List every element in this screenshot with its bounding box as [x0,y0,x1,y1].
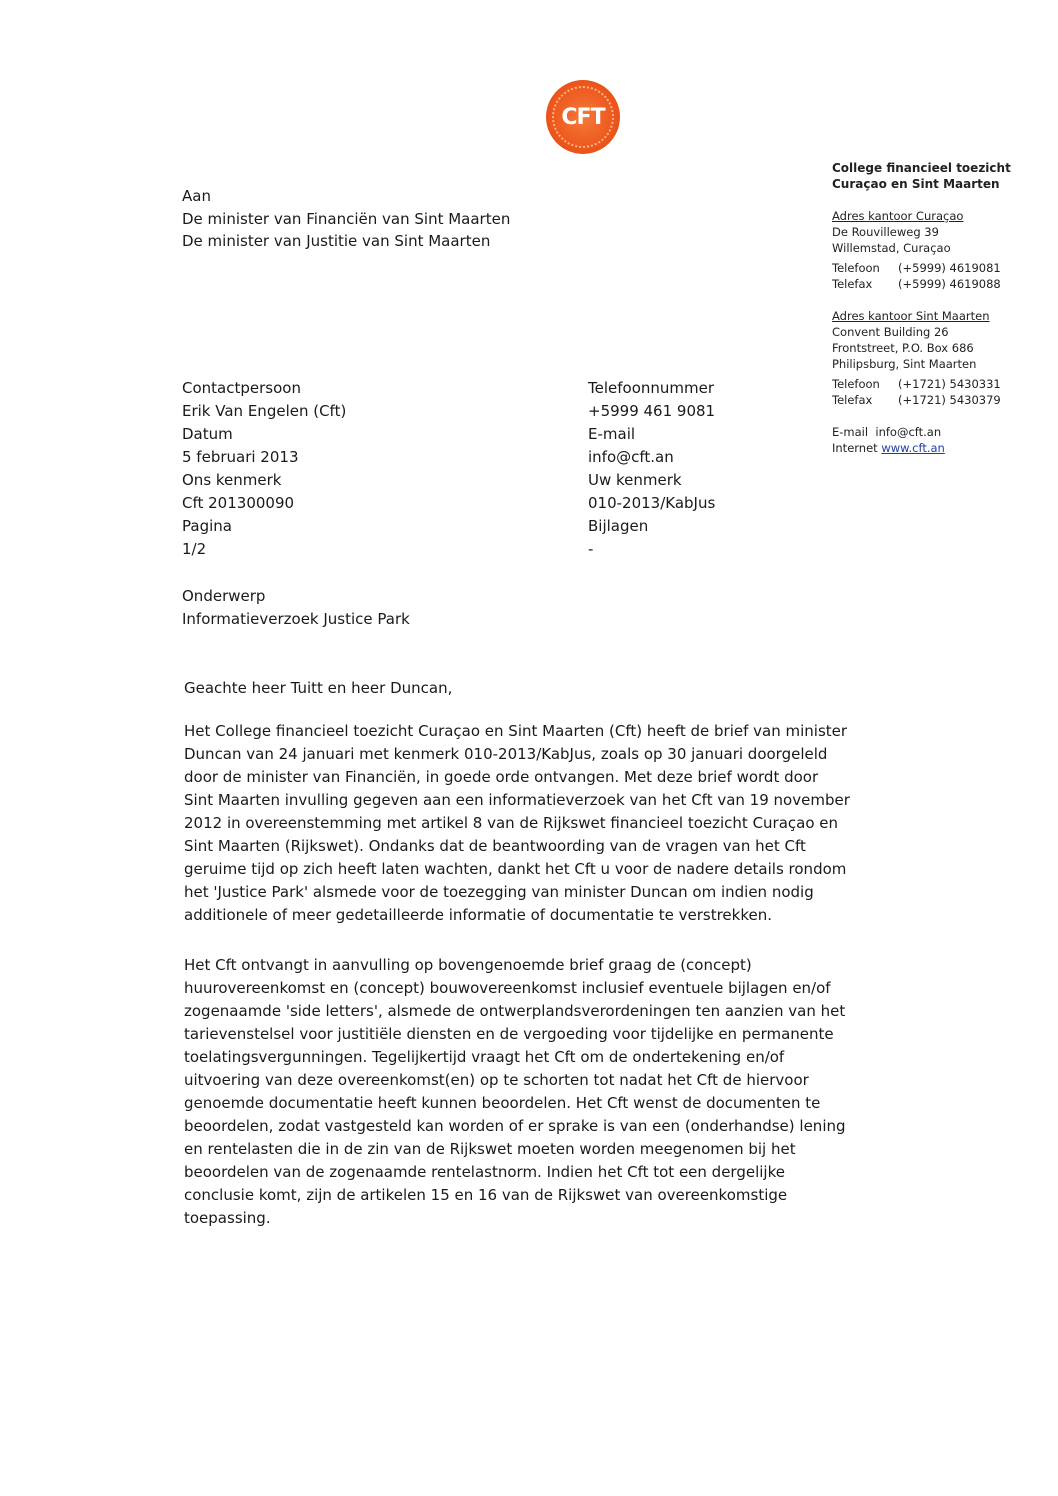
logo-text: CFT [561,104,605,130]
office-curacao-line1: De Rouvilleweg 39 [832,225,939,239]
paragraph-line: huurovereenkomst en (concept) bouwovereenkomst inclusief eventuele bijlagen en/of [184,979,831,997]
internet-label: Internet [832,441,878,455]
paragraph-line: Sint Maarten (Rijkswet). Ondanks dat de beantwoording van de vragen van het Cft [184,837,806,855]
paragraph-line: Duncan van 24 januari met kenmerk 010-2013/KabJus, zoals op 30 januari doorgeleld [184,745,828,763]
your-ref-label: Uw kenmerk [588,471,682,489]
attachments-value: - [588,540,594,558]
date-value: 5 februari 2013 [182,448,299,466]
fax-value: (+5999) 4619088 [898,277,1001,291]
office-curacao-fax [832,276,1047,292]
your-ref-value: 010-2013/KabJus [588,494,716,512]
phone-value: (+5999) 4619081 [898,261,1001,275]
office-sxm-line3: Philipsburg, Sint Maarten [832,357,977,371]
office-sxm-line1: Convent Building 26 [832,325,949,339]
paragraph-line: conclusie komt, zijn de artikelen 15 en 16 van de Rijkswet van overeenkomstige [184,1186,788,1204]
phone-number-label: Telefoonnummer [588,379,715,397]
sender-block [832,160,1047,456]
phone-label: Telefoon [832,261,880,275]
recipient-label: Aan [182,187,211,205]
paragraph-line: genoemde documentatie heeft kunnen beoordelen. Het Cft wenst de documenten te [184,1094,821,1112]
paragraph-line: Sint Maarten invulling gegeven aan een informatieverzoek van het Cft van 19 november [184,791,850,809]
paragraph-line: tarievenstelsel voor justitiële diensten en de vergoeding voor tijdelijke en permanente [184,1025,834,1043]
body-paragraph-2 [184,954,904,1230]
recipient-line1: De minister van Financiën van Sint Maarten [182,209,511,228]
fax-value: (+1721) 5430379 [898,393,1001,407]
paragraph-line: Het Cft ontvangt in aanvulling op bovengenoemde brief graag de (concept) [184,956,752,974]
paragraph-line: additionele of meer gedetailleerde informatie of documentatie te verstrekken. [184,906,772,924]
email-label: E-mail [832,425,869,439]
subject-label: Onderwerp [182,587,266,605]
phone-value: (+1721) 5430331 [898,377,1001,391]
our-ref-value: Cft 201300090 [182,494,295,512]
paragraph-line: geruime tijd op zich heeft laten wachten, dankt het Cft u voor de nadere details rondom [184,860,847,878]
paragraph-line: Het College financieel toezicht Curaçao en Sint Maarten (Cft) heeft de brief van minister [184,722,848,740]
paragraph-line: het 'Justice Park' alsmede voor de toezegging van minister Duncan om indien nodig [184,883,814,901]
internet-line [832,440,1047,456]
email-label: E-mail [588,425,636,443]
office-sxm [832,308,1047,408]
sender-org-line1: College financieel toezicht [832,161,1011,175]
office-sxm-phone [832,376,1047,392]
meta-left [182,377,346,561]
contact-value: Erik Van Engelen (Cft) [182,402,347,420]
body-paragraph-1 [184,720,904,927]
office-curacao [832,208,1047,292]
subject-block [182,585,410,631]
contact-online [832,424,1047,456]
email-value: info@cft.an [588,448,674,466]
meta-right [588,377,715,561]
subject-value: Informatieverzoek Justice Park [182,610,410,628]
paragraph-line: beoordelen, zodat vastgesteld kan worden of er sprake is van een (onderhandse) lening [184,1117,846,1135]
sender-org-line2: Curaçao en Sint Maarten [832,177,1000,191]
fax-label: Telefax [832,277,873,291]
email-value[interactable]: info@cft.an [875,425,942,439]
paragraph-line: toepassing. [184,1209,271,1227]
phone-number-value: +5999 461 9081 [588,402,716,420]
paragraph-line: 2012 in overeenstemming met artikel 8 van de Rijkswet financieel toezicht Curaçao en [184,814,839,832]
paragraph-line: en rentelasten die in de zin van de Rijkswet moeten worden meegenomen bij het [184,1140,796,1158]
paragraph-line: zogenaamde 'side letters', alsmede de ontwerplandsverordeningen ten aanzien van het [184,1002,846,1020]
email-line [832,424,1047,440]
page-value: 1/2 [182,540,207,558]
paragraph-line: door de minister van Financiën, in goede orde ontvangen. Met deze brief wordt door [184,768,819,786]
office-curacao-line2: Willemstad, Curaçao [832,241,951,255]
office-sxm-fax [832,392,1047,408]
paragraph-line: uitvoering van deze overeenkomst(en) op te schorten tot nadat het Cft de hiervoor [184,1071,809,1089]
page-label: Pagina [182,517,232,535]
office-curacao-heading: Adres kantoor Curaçao [832,209,964,223]
office-sxm-heading: Adres kantoor Sint Maarten [832,309,990,323]
recipient-line2: De minister van Justitie van Sint Maarten [182,232,491,250]
paragraph-line: beoordelen van de zogenaamde rentelastnorm. Indien het Cft tot een dergelijke [184,1163,785,1181]
website-link[interactable]: www.cft.an [881,441,945,455]
paragraph-line: toelatingsvergunningen. Tegelijkertijd vraagt het Cft om de ondertekening en/of [184,1048,785,1066]
attachments-label: Bijlagen [588,517,649,535]
date-label: Datum [182,425,233,443]
contact-label: Contactpersoon [182,379,301,397]
our-ref-label: Ons kenmerk [182,471,282,489]
recipient-block [182,185,510,253]
phone-label: Telefoon [832,377,880,391]
office-sxm-line2: Frontstreet, P.O. Box 686 [832,341,974,355]
office-curacao-phone [832,260,1047,276]
fax-label: Telefax [832,393,873,407]
salutation: Geachte heer Tuitt en heer Duncan, [184,679,453,697]
cft-logo [546,80,620,154]
